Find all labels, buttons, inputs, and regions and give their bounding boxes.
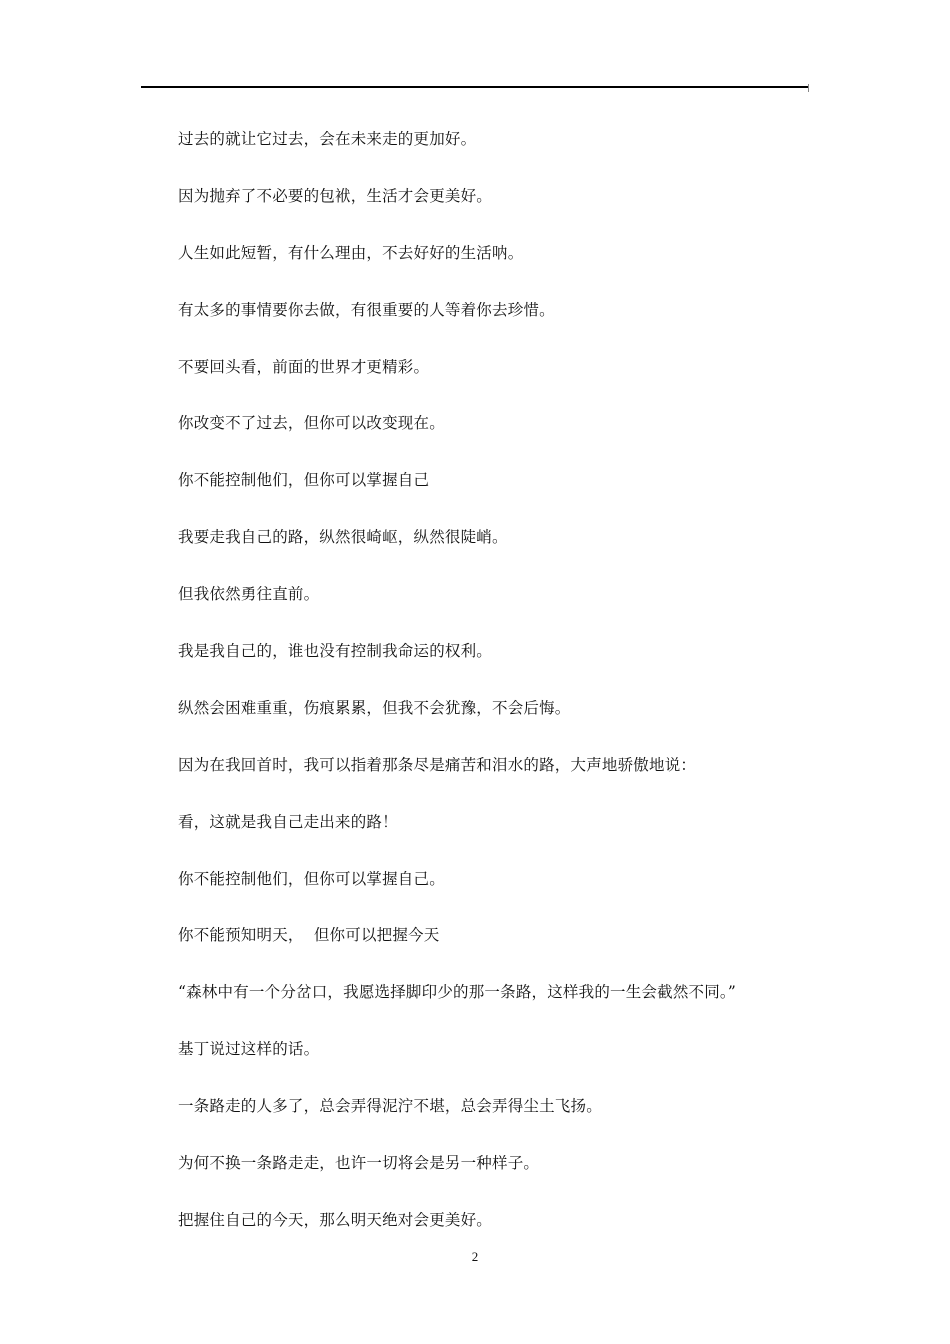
text-line: 纵然会困难重重，伤痕累累，但我不会犹豫，不会后悔。 — [178, 698, 571, 717]
text-line: 我要走我自己的路，纵然很崎岖，纵然很陡峭。 — [178, 528, 508, 547]
header-rule — [141, 86, 808, 88]
text-line: 人生如此短暂，有什么理由，不去好好的生活呐。 — [178, 243, 524, 262]
text-line: 把握住自己的今天，那么明天绝对会更美好。 — [178, 1210, 493, 1229]
text-line: 你不能预知明天， 但你可以把握今天 — [178, 926, 440, 945]
text-line: 有太多的事情要你去做，有很重要的人等着你去珍惜。 — [178, 300, 555, 319]
text-line: 不要回头看，前面的世界才更精彩。 — [178, 357, 430, 376]
text-line: 你不能控制他们，但你可以掌握自己 — [178, 471, 430, 490]
text-line: 看，这就是我自己走出来的路！ — [178, 812, 398, 831]
header-rule-end-mark — [808, 84, 809, 92]
text-line: 基丁说过这样的话。 — [178, 1040, 320, 1059]
text-line: 我是我自己的，谁也没有控制我命运的权利。 — [178, 642, 493, 661]
body-text — [178, 123, 828, 1261]
text-line: 但我依然勇往直前。 — [178, 585, 320, 604]
page-number: 2 — [471, 1249, 479, 1264]
text-line: 过去的就让它过去，会在未来走的更加好。 — [178, 130, 477, 148]
text-line: 为何不换一条路走走，也许一切将会是另一种样子。 — [178, 1154, 540, 1173]
text-line: 一条路走的人多了，总会弄得泥泞不堪，总会弄得尘土飞扬。 — [178, 1097, 602, 1116]
text-line: 你不能控制他们，但你可以掌握自己。 — [178, 869, 445, 888]
text-line: 因为在我回首时，我可以指着那条尽是痛苦和泪水的路，大声地骄傲地说： — [178, 755, 697, 774]
text-line: “森林中有一个分岔口，我愿选择脚印少的那一条路，这样我的一生会截然不同。” — [178, 983, 737, 1002]
text-line: 因为抛弃了不必要的包袱，生活才会更美好。 — [178, 186, 493, 205]
text-line: 你改变不了过去，但你可以改变现在。 — [178, 414, 445, 433]
